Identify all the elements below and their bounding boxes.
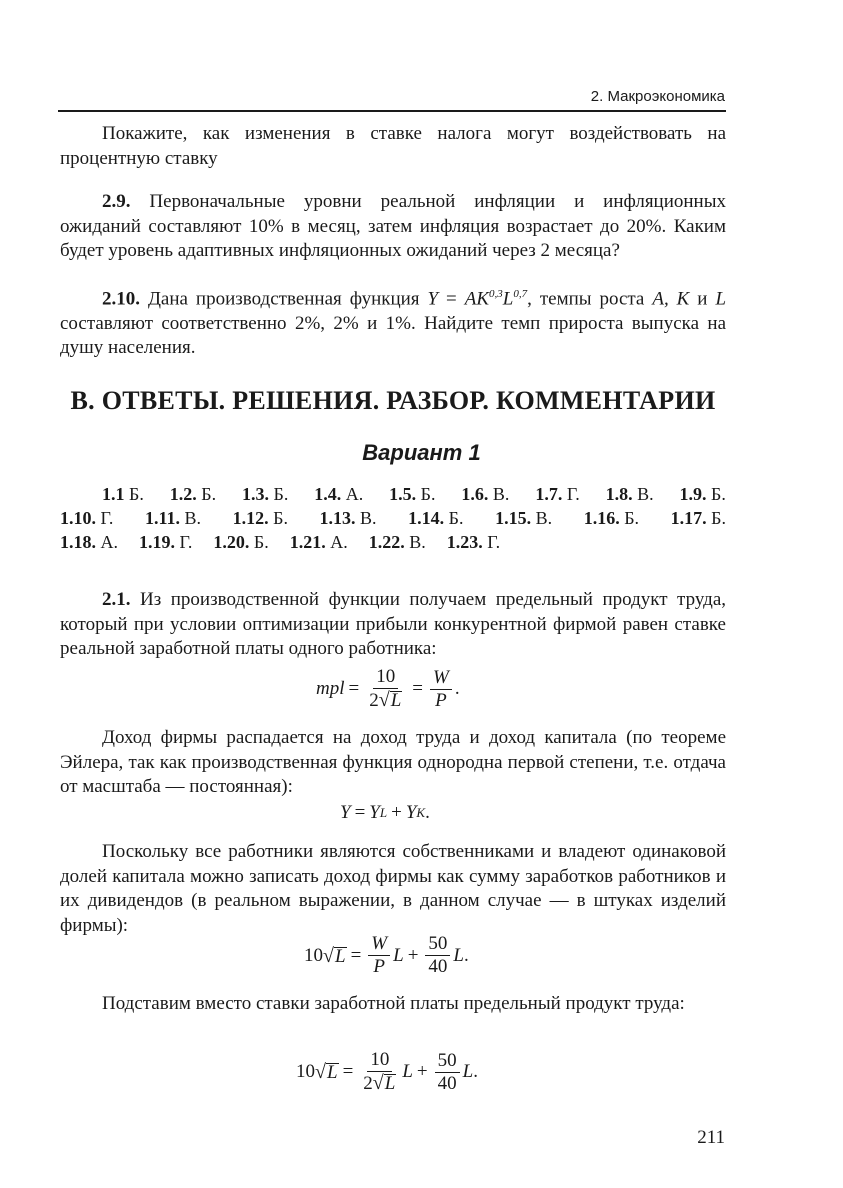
formula-var: mpl bbox=[316, 678, 345, 699]
answer-item bbox=[461, 482, 509, 506]
answer-number: 1.14. bbox=[408, 508, 445, 528]
answer-number: 1.15. bbox=[495, 508, 532, 528]
coefficient: 2 bbox=[369, 690, 379, 711]
solution-2-1 bbox=[60, 588, 726, 662]
owners-paragraph: Поскольку все работники являются собственниками и владеют одинаковой долей капитала можно записать доход фирмы как сумму заработков работников и их дивидендов (в реальном выражении, в данном случае — в штуках изделий фирмы): bbox=[60, 841, 726, 936]
page-number: 211 bbox=[697, 1127, 725, 1148]
answer-item bbox=[139, 530, 192, 554]
answer-number: 1.16. bbox=[583, 508, 620, 528]
task-text: Дана производственная функция bbox=[140, 288, 428, 310]
answer-number: 1.1 bbox=[102, 484, 125, 504]
answer-letter: Б. bbox=[201, 484, 217, 504]
sqrt bbox=[323, 946, 347, 966]
answer-letter: Г. bbox=[487, 532, 501, 552]
answer-letter: В. bbox=[409, 532, 426, 552]
sqrt bbox=[379, 690, 403, 710]
answer-number: 1.20. bbox=[213, 532, 250, 552]
intro-paragraph: Покажите, как изменения в ставке налога могут воздействовать на процентную ставку bbox=[60, 123, 726, 169]
fraction bbox=[366, 667, 405, 711]
fraction bbox=[368, 934, 390, 977]
answer-number: 1.8. bbox=[605, 484, 633, 504]
answer-number: 1.5. bbox=[389, 484, 417, 504]
answer-item bbox=[408, 506, 463, 530]
formula-var: Y bbox=[340, 802, 351, 823]
formula-op: = bbox=[350, 944, 362, 966]
formula-end: . bbox=[463, 944, 469, 966]
answer-letter: Б. bbox=[448, 508, 464, 528]
denominator: P bbox=[373, 956, 385, 977]
answer-item bbox=[535, 482, 579, 506]
answer-number: 1.12. bbox=[232, 508, 269, 528]
radical-sign: √ bbox=[315, 1061, 326, 1083]
answer-item bbox=[606, 482, 654, 506]
denominator bbox=[360, 1072, 399, 1094]
numerator: 10 bbox=[373, 667, 398, 689]
formula-mpl bbox=[316, 667, 460, 711]
formula-op: = bbox=[342, 1061, 354, 1082]
answer-item bbox=[102, 482, 144, 506]
formula-var: A bbox=[464, 288, 477, 310]
answer-letter: Г. bbox=[100, 508, 114, 528]
answer-item bbox=[242, 482, 288, 506]
formula-income bbox=[340, 802, 430, 824]
formula-op: = bbox=[348, 678, 360, 699]
numerator: 50 bbox=[425, 934, 450, 956]
answer-letter: Б. bbox=[273, 508, 288, 528]
task-number: 2.9. bbox=[102, 191, 131, 212]
substitute-paragraph: Подставим вместо ставки заработной платы предельный продукт труда: bbox=[102, 993, 685, 1014]
answer-line-1 bbox=[60, 482, 726, 506]
answer-item bbox=[60, 530, 118, 554]
coefficient: 10 bbox=[304, 944, 323, 966]
task-2-10 bbox=[60, 282, 726, 361]
denominator: 40 bbox=[428, 956, 448, 977]
answer-item bbox=[314, 482, 363, 506]
numerator: W bbox=[368, 934, 390, 956]
formula-var: L bbox=[462, 1061, 474, 1082]
answer-item bbox=[170, 482, 216, 506]
answer-number: 1.21. bbox=[289, 532, 326, 552]
answer-item bbox=[495, 506, 552, 530]
answer-letter: В. bbox=[492, 484, 510, 504]
numerator: W bbox=[430, 668, 452, 690]
formula-op: = bbox=[438, 288, 465, 310]
coefficient: 10 bbox=[296, 1061, 315, 1082]
sqrt bbox=[373, 1073, 397, 1093]
formula-var: Y bbox=[369, 802, 380, 823]
answer-number: 1.22. bbox=[368, 532, 405, 552]
answer-letter: Б. bbox=[129, 484, 144, 504]
formula-var: L bbox=[402, 1061, 413, 1082]
numerator: 10 bbox=[367, 1050, 392, 1072]
task-text: и bbox=[689, 288, 716, 310]
header-rule bbox=[58, 110, 726, 112]
fraction bbox=[430, 668, 452, 711]
formula-end: . bbox=[425, 802, 430, 823]
running-header: 2. Макроэкономика bbox=[590, 88, 725, 105]
answer-item bbox=[680, 482, 726, 506]
answer-letter: В. bbox=[184, 508, 202, 528]
answer-number: 1.23. bbox=[446, 532, 483, 552]
formula-end: . bbox=[454, 678, 460, 699]
answer-item bbox=[584, 506, 639, 530]
answer-item bbox=[145, 506, 201, 530]
answer-letter: В. bbox=[637, 484, 654, 504]
answer-letter: А. bbox=[100, 532, 118, 552]
formula-exponent: 0,7 bbox=[513, 288, 528, 300]
answer-item bbox=[447, 530, 500, 554]
formula-subscript: L bbox=[379, 805, 388, 820]
task-number: 2.10. bbox=[102, 288, 140, 310]
formula-op: + bbox=[407, 944, 419, 966]
answer-line-3 bbox=[60, 530, 726, 554]
answer-number: 1.2. bbox=[169, 484, 197, 504]
answer-line-2 bbox=[60, 506, 726, 530]
answer-number: 1.17. bbox=[670, 508, 707, 528]
solution-number: 2.1. bbox=[102, 589, 131, 610]
answer-letter: В. bbox=[535, 508, 553, 528]
task-text: составляют соответственно 2%, 2% и 1%. Найдите темп прироста выпуска на душу населения. bbox=[60, 312, 726, 359]
answer-letter: А. bbox=[345, 484, 364, 504]
coefficient: 2 bbox=[363, 1073, 373, 1094]
task-text: Первоначальные уровни реальной инфляции и инфляционных ожиданий составляют 10% в месяц, затем инфляция возрастает до 20%. Каким будет уровень адаптивных инфляционных ожиданий через 2 месяца? bbox=[60, 191, 726, 261]
formula-var: Y bbox=[427, 288, 439, 310]
answer-letter: В. bbox=[360, 508, 377, 528]
answer-letter: А. bbox=[330, 532, 348, 552]
answer-number: 1.13. bbox=[319, 508, 356, 528]
answer-item bbox=[369, 530, 426, 554]
answer-number: 1.3. bbox=[242, 484, 269, 504]
answer-number: 1.6. bbox=[461, 484, 489, 504]
radicand: L bbox=[390, 690, 402, 711]
answer-number: 1.10. bbox=[60, 508, 96, 528]
formula-op: = bbox=[412, 678, 423, 699]
formula-subscript: K bbox=[416, 805, 426, 820]
answer-item bbox=[320, 506, 377, 530]
answer-number: 1.18. bbox=[60, 532, 96, 552]
answer-item bbox=[389, 482, 435, 506]
variant-title: Вариант 1 bbox=[362, 440, 481, 465]
denominator: P bbox=[435, 689, 447, 711]
answer-letter: Б. bbox=[624, 508, 640, 528]
answer-letter: Б. bbox=[420, 484, 436, 504]
formula-op: = bbox=[354, 802, 366, 823]
income-paragraph: Доход фирмы распадается на доход труда и доход капитала (по теореме Эйлера, так как производственная функция однородна первой степени, т.е. отдача от масштаба — постоянная): bbox=[60, 727, 726, 797]
denominator: 40 bbox=[437, 1072, 457, 1094]
formula-var: L bbox=[502, 288, 514, 310]
answer-item bbox=[671, 506, 726, 530]
radical-sign: √ bbox=[372, 1072, 384, 1094]
answer-item bbox=[290, 530, 348, 554]
formula-var: A, K bbox=[652, 288, 690, 310]
answer-letter: Б. bbox=[711, 484, 726, 504]
formula-substituted bbox=[296, 1050, 478, 1094]
formula-end: . bbox=[473, 1061, 478, 1082]
radicand: L bbox=[384, 1073, 396, 1094]
answer-number: 1.11. bbox=[144, 508, 180, 528]
fraction bbox=[435, 1051, 460, 1094]
radical-sign: √ bbox=[323, 944, 334, 967]
formula-var: L bbox=[393, 944, 404, 966]
answer-number: 1.4. bbox=[314, 484, 342, 504]
answer-item bbox=[213, 530, 268, 554]
answer-item bbox=[233, 506, 288, 530]
numerator: 50 bbox=[435, 1051, 460, 1073]
answer-letter: Г. bbox=[566, 484, 580, 504]
answer-number: 1.9. bbox=[679, 484, 707, 504]
fraction bbox=[425, 934, 450, 977]
task-2-9 bbox=[60, 190, 726, 264]
formula-var: L bbox=[715, 288, 727, 310]
answer-letter: Б. bbox=[273, 484, 289, 504]
formula-op: + bbox=[416, 1061, 428, 1082]
answer-key bbox=[60, 482, 726, 554]
answer-letter: Б. bbox=[253, 532, 269, 552]
formula-exponent: 0,3 bbox=[489, 288, 503, 300]
fraction bbox=[360, 1050, 399, 1094]
formula-op: + bbox=[391, 802, 402, 823]
radicand: L bbox=[334, 945, 346, 967]
answer-number: 1.19. bbox=[139, 532, 175, 552]
sqrt bbox=[315, 1062, 339, 1082]
solution-text: Из производственной функции получаем предельный продукт труда, который при условии оптимизации прибыли конкурентной фирмой равен ставке реальной заработной платы одного работника: bbox=[60, 589, 726, 659]
task-text: , темпы роста bbox=[527, 288, 653, 310]
denominator bbox=[366, 689, 405, 711]
formula-var: Y bbox=[405, 802, 417, 823]
answer-item bbox=[60, 506, 113, 530]
section-title: В. ОТВЕТЫ. РЕШЕНИЯ. РАЗБОР. КОММЕНТАРИИ bbox=[70, 386, 716, 415]
answer-letter: Б. bbox=[711, 508, 726, 528]
radical-sign: √ bbox=[378, 689, 390, 711]
radicand: L bbox=[326, 1062, 338, 1083]
formula-wages bbox=[304, 934, 469, 977]
formula-var: L bbox=[453, 944, 464, 966]
answer-number: 1.7. bbox=[535, 484, 563, 504]
answer-letter: Г. bbox=[179, 532, 193, 552]
formula-var: K bbox=[476, 288, 490, 310]
